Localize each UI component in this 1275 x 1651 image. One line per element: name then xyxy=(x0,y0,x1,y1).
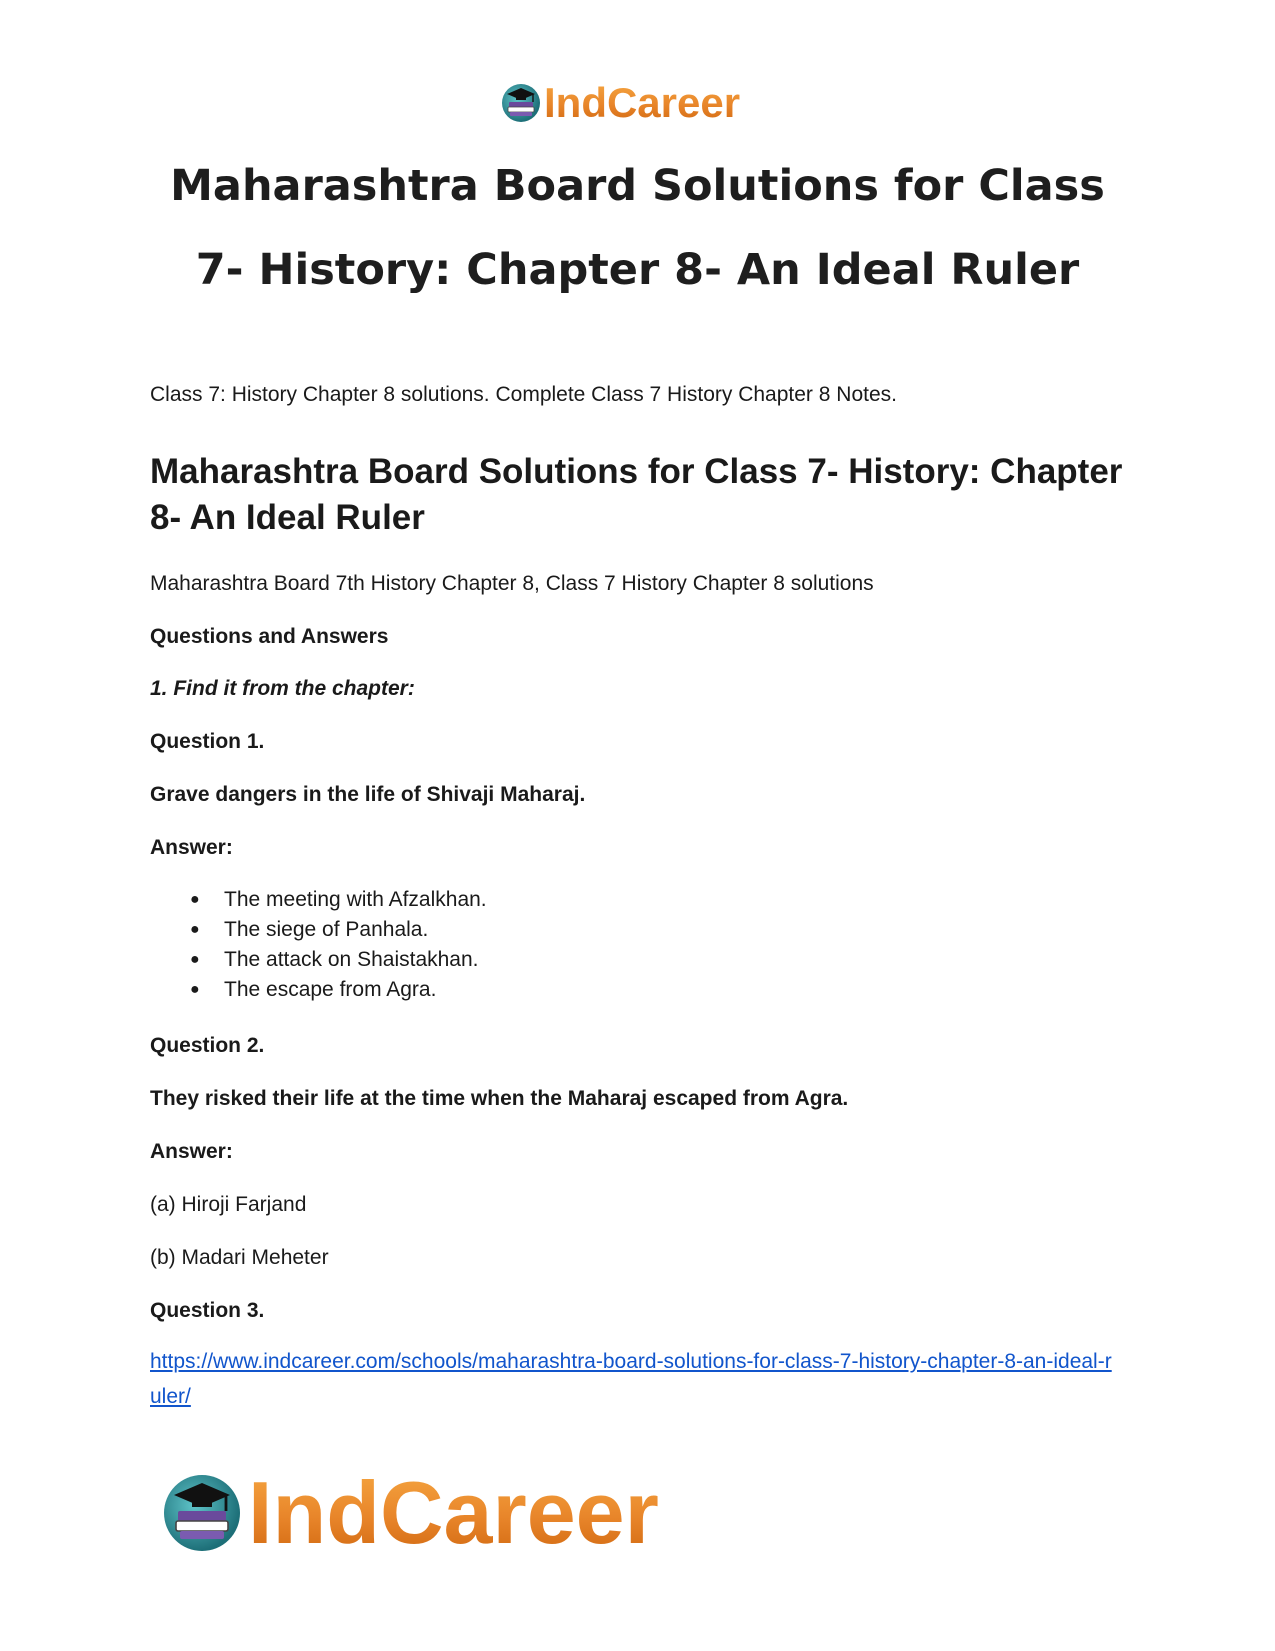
graduation-cap-books-icon xyxy=(160,1471,244,1555)
question-2-answer-a: (a) Hiroji Farjand xyxy=(150,1193,307,1216)
intro-text: Class 7: History Chapter 8 solutions. Complete Class 7 History Chapter 8 Notes. xyxy=(150,383,897,406)
indcareer-logo-bottom[interactable] xyxy=(160,1463,659,1562)
graduation-cap-books-icon xyxy=(500,82,542,124)
qa-label: Questions and Answers xyxy=(150,625,389,648)
question-1-answer-list xyxy=(150,885,1130,1005)
document-body xyxy=(150,382,1130,1414)
question-2-answer-label: Answer: xyxy=(150,1140,233,1163)
section-1-label: 1. Find it from the chapter: xyxy=(150,677,415,700)
source-url-link[interactable]: https://www.indcareer.com/schools/maharashtra-board-solutions-for-class-7-history-chapter-8-an-ideal-ruler/ xyxy=(150,1350,1112,1408)
section-heading: Maharashtra Board Solutions for Class 7- History: Chapter 8- An Ideal Ruler xyxy=(150,452,1123,537)
logo-wordmark: IndCareer xyxy=(544,79,741,126)
list-item: ● The siege of Panhala. xyxy=(190,915,1130,945)
bullet-icon: ● xyxy=(190,981,200,998)
list-item: ● The attack on Shaistakhan. xyxy=(190,945,1130,975)
page-title: Maharashtra Board Solutions for Class 7- History: Chapter 8- An Ideal Ruler xyxy=(170,161,1105,295)
question-2-answer-b: (b) Madari Meheter xyxy=(150,1246,329,1269)
list-item: ● The meeting with Afzalkhan. xyxy=(190,885,1130,915)
list-item: ● The escape from Agra. xyxy=(190,975,1130,1005)
question-3-label: Question 3. xyxy=(150,1299,265,1322)
indcareer-logo-top[interactable] xyxy=(500,80,740,126)
question-1-answer-label: Answer: xyxy=(150,836,233,859)
question-2-label: Question 2. xyxy=(150,1034,265,1057)
question-2-text: They risked their life at the time when the Maharaj escaped from Agra. xyxy=(150,1087,849,1110)
subtitle-text: Maharashtra Board 7th History Chapter 8, Class 7 History Chapter 8 solutions xyxy=(150,572,874,595)
bullet-icon: ● xyxy=(190,921,200,938)
bullet-icon: ● xyxy=(190,891,200,908)
logo-wordmark: IndCareer xyxy=(248,1463,659,1562)
question-1-label: Question 1. xyxy=(150,730,265,753)
bullet-icon: ● xyxy=(190,951,200,968)
question-1-text: Grave dangers in the life of Shivaji Maharaj. xyxy=(150,783,586,806)
